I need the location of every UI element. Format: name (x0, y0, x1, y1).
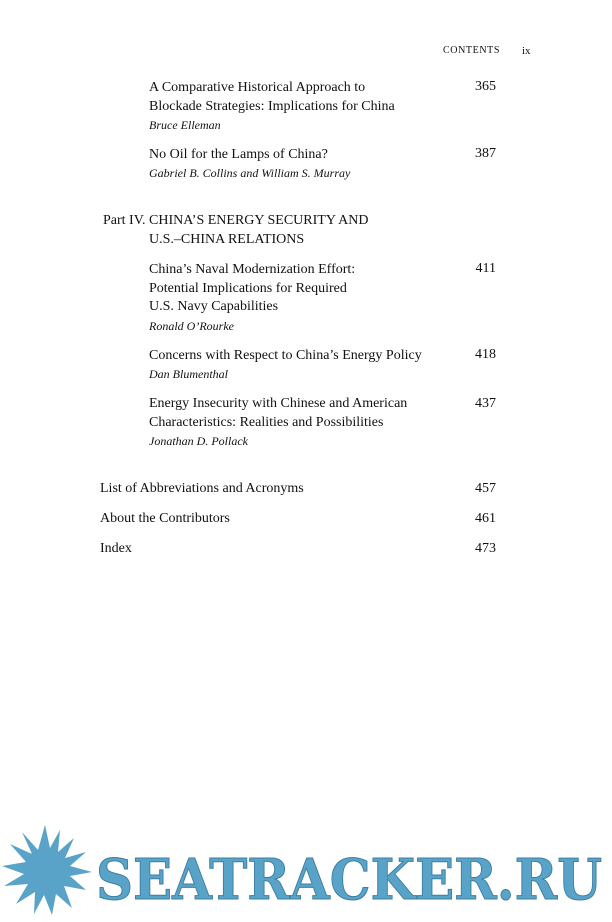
toc-entry-title: Index (100, 541, 132, 556)
toc-entry-title: List of Abbreviations and Acronyms (100, 481, 304, 496)
title-line: CHINA’S ENERGY SECURITY AND (149, 213, 369, 228)
watermark-text: SEATRACKER.RU (96, 847, 602, 913)
toc-entry-author: Ronald O’Rourke (149, 319, 234, 333)
toc-entry-title (149, 347, 422, 366)
toc-entry-author: Dan Blumenthal (149, 367, 228, 381)
toc-entry-page: 387 (475, 146, 496, 161)
toc-entry-title: About the Contributors (100, 511, 230, 526)
title-line: No Oil for the Lamps of China? (149, 147, 328, 162)
toc-entry-page: 411 (475, 261, 496, 276)
toc-entry-title (149, 146, 328, 165)
toc-entry-page: 437 (475, 396, 496, 411)
watermark (0, 820, 612, 917)
title-line: A Comparative Historical Approach to (149, 80, 366, 95)
page-number: ix (522, 45, 531, 57)
toc-entry-author: Jonathan D. Pollack (149, 434, 248, 448)
toc-entry-title (149, 261, 355, 317)
toc-entry-page: 473 (475, 541, 496, 556)
part-label: Part IV. (103, 213, 146, 228)
toc-entry-page: 365 (475, 79, 496, 94)
title-line: Potential Implications for Required (149, 280, 347, 296)
title-line: U.S.–CHINA RELATIONS (149, 231, 305, 247)
toc-entry-page: 418 (475, 347, 496, 362)
title-line: Concerns with Respect to China’s Energy Policy (149, 348, 422, 363)
title-line: Characteristics: Realities and Possibilities (149, 414, 384, 430)
toc-entry-page: 457 (475, 481, 496, 496)
title-line: China’s Naval Modernization Effort: (149, 262, 356, 277)
watermark-graphic (0, 820, 612, 917)
running-head (443, 45, 500, 56)
title-line: Blockade Strategies: Implications for China (149, 98, 395, 114)
toc-entry-title (149, 79, 395, 116)
toc-entry-author: Gabriel B. Collins and William S. Murray (149, 166, 351, 180)
title-line: Energy Insecurity with Chinese and American (149, 396, 408, 411)
toc-entry-title (149, 395, 407, 432)
running-head-title: CONTENTS (443, 45, 501, 56)
toc-entry-author: Bruce Elleman (149, 118, 221, 132)
title-line: U.S. Navy Capabilities (149, 299, 279, 314)
part-title (149, 212, 368, 249)
toc-entry-page: 461 (475, 511, 496, 526)
